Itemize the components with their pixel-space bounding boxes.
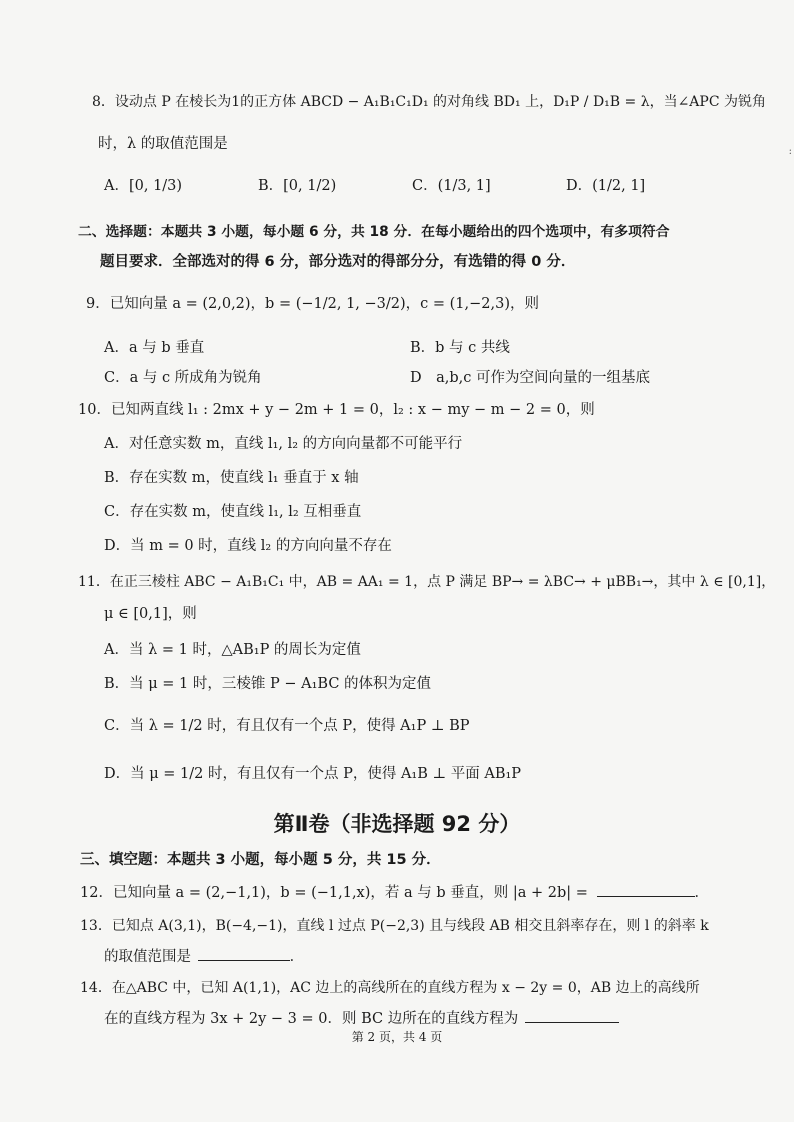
- q9-option-c: C．a 与 c 所成角为锐角: [104, 370, 262, 386]
- q14-line2: [104, 1008, 619, 1029]
- section-2-note: 题目要求．全部选对的得 6 分，部分选对的得部分分，有选错的得 0 分．: [100, 254, 576, 270]
- q10-option-a: A．对任意实数 m，直线 l₁, l₂ 的方向向量都不可能平行: [104, 436, 463, 452]
- q10-option-d: D．当 m = 0 时，直线 l₂ 的方向向量不存在: [104, 538, 392, 554]
- q11-stem-line1: 11．在正三棱柱 ABC − A₁B₁C₁ 中，AB = AA₁ = 1，点 P 满足 BP→ = λBC→ + μBB₁→，其中 λ ∈ [0,1]，: [78, 574, 776, 590]
- page-footer: 第 2 页，共 4 页: [351, 1030, 443, 1044]
- q8-option-c: C．(1/3, 1]: [412, 178, 491, 194]
- edge-mark: :: [788, 146, 792, 157]
- q12-answer-blank[interactable]: [597, 882, 695, 897]
- q10-stem: 10．已知两直线 l₁ : 2mx + y − 2m + 1 = 0，l₂ : x − my − m − 2 = 0，则: [78, 402, 595, 418]
- q11-option-c: C．当 λ = 1/2 时，有且仅有一个点 P，使得 A₁P ⊥ BP: [104, 718, 470, 734]
- q13-line1: 13．已知点 A(3,1)，B(−4,−1)，直线 l 过点 P(−2,3) 且与线段 AB 相交且斜率存在，则 l 的斜率 k: [80, 918, 709, 934]
- q10-option-c: C．存在实数 m，使直线 l₁, l₂ 互相垂直: [104, 504, 362, 520]
- q11-option-b: B．当 μ = 1 时，三棱锥 P − A₁BC 的体积为定值: [104, 676, 432, 692]
- q11-option-a: A．当 λ = 1 时，△AB₁P 的周长为定值: [104, 642, 361, 658]
- section-2-heading: 二、选择题：本题共 3 小题，每小题 6 分，共 18 分．在每小题给出的四个选项中，有多项符合: [78, 224, 670, 240]
- q11-stem-line2: μ ∈ [0,1]，则: [104, 606, 197, 622]
- q14-text: 在的直线方程为 3x + 2y − 3 = 0．则 BC 边所在的直线方程为: [104, 1011, 519, 1027]
- q8-line1: 8．设动点 P 在棱长为1的正方体 ABCD − A₁B₁C₁D₁ 的对角线 BD₁ 上，D₁P / D₁B = λ，当∠APC 为锐角: [92, 94, 766, 110]
- q14-line1: 14．在△ABC 中，已知 A(1,1)，AC 边上的高线所在的直线方程为 x − 2y = 0，AB 边上的高线所: [80, 980, 700, 996]
- section-3-heading: 三、填空题：本题共 3 小题，每小题 5 分，共 15 分．: [80, 852, 441, 868]
- q8-option-b: B．[0, 1/2): [258, 178, 337, 194]
- q8-option-a: A．[0, 1/3): [104, 178, 183, 194]
- q8-line2: 时，λ 的取值范围是: [98, 136, 228, 152]
- q14-answer-blank[interactable]: [525, 1008, 619, 1023]
- q10-option-b: B．存在实数 m，使直线 l₁ 垂直于 x 轴: [104, 470, 359, 486]
- q13-end: ．: [289, 949, 305, 965]
- q13-line2: [104, 946, 304, 967]
- q9-stem: 9．已知向量 a = (2,0,2)，b = (−1/2, 1, −3/2)，c = (1,−2,3)，则: [86, 296, 539, 312]
- q12-end: ．: [694, 885, 710, 901]
- q9-option-d: D a,b,c 可作为空间向量的一组基底: [410, 370, 650, 386]
- q11-option-d: D．当 μ = 1/2 时，有且仅有一个点 P，使得 A₁B ⊥ 平面 AB₁P: [104, 766, 522, 782]
- q13-text: 的取值范围是: [104, 949, 191, 965]
- q9-option-a: A．a 与 b 垂直: [104, 340, 205, 356]
- q12-line: [80, 882, 709, 903]
- q13-answer-blank[interactable]: [198, 946, 290, 961]
- q9-option-b: B．b 与 c 共线: [410, 340, 510, 356]
- q12-text: 12．已知向量 a = (2,−1,1)，b = (−1,1,x)，若 a 与 b 垂直，则 |a + 2b| =: [80, 885, 588, 901]
- q8-option-d: D．(1/2, 1]: [566, 178, 646, 194]
- part-2-title: 第Ⅱ卷（非选择题 92 分）: [273, 812, 521, 836]
